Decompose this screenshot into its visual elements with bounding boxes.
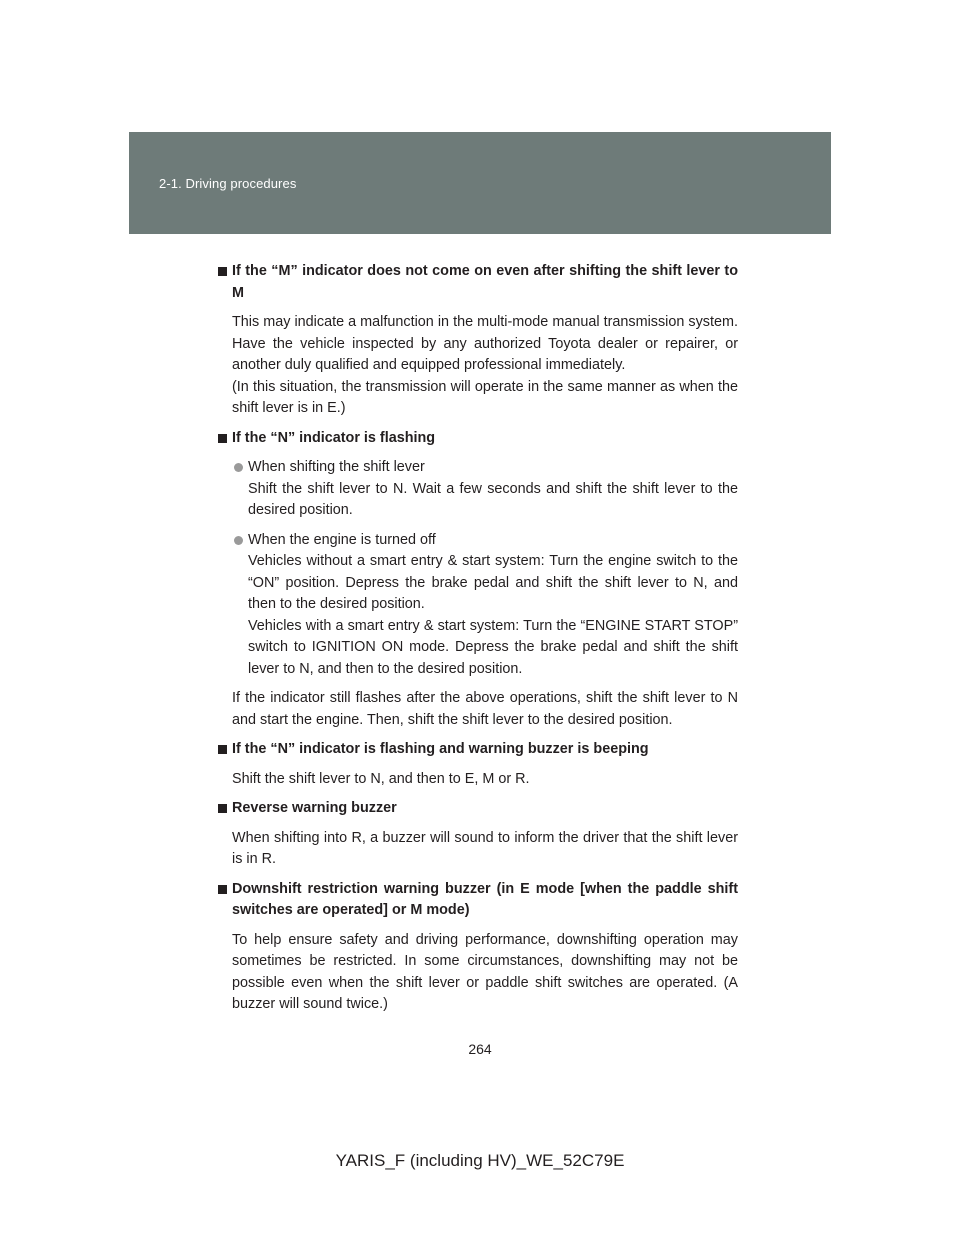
square-bullet-icon (218, 885, 227, 894)
section-heading (218, 428, 738, 450)
paragraph: This may indicate a malfunction in the multi-mode manual transmission system. Have the vehicle inspected by any authorized Toyota dealer or repairer, or another duly qualified and equipped professional immediately. (232, 314, 738, 373)
section-n-flashing-buzzer (218, 739, 738, 790)
heading-text: Downshift restriction warning buzzer (in E mode [when the paddle shift switches are operated] or M mode) (232, 880, 738, 918)
section-heading (218, 739, 738, 761)
circle-bullet-icon (234, 536, 243, 545)
heading-text: If the “M” indicator does not come on even after shifting the shift lever to M (232, 263, 738, 301)
section-m-indicator (218, 261, 738, 420)
heading-text: Reverse warning buzzer (232, 800, 397, 816)
bullet-text: Shift the shift lever to N. Wait a few seconds and shift the shift lever to the desired position. (248, 480, 738, 518)
paragraph: Shift the shift lever to N, and then to E, M or R. (232, 770, 530, 787)
section-header-title: 2-1. Driving procedures (159, 176, 297, 191)
section-n-flashing (218, 428, 738, 732)
bullet-text: Vehicles with a smart entry & start system: Turn the “ENGINE START STOP” switch to IGNITION ON mode. Depress the brake pedal and shift the shift lever to N, and then to the desired position. (248, 617, 738, 677)
content-area (218, 261, 738, 1024)
circle-bullet-icon (234, 463, 243, 472)
bullet-item (218, 530, 738, 681)
section-heading (218, 798, 738, 820)
square-bullet-icon (218, 745, 227, 754)
section-heading (218, 261, 738, 304)
footer-document-code: YARIS_F (including HV)_WE_52C79E (335, 1151, 625, 1170)
square-bullet-icon (218, 267, 227, 276)
square-bullet-icon (218, 804, 227, 813)
section-downshift-buzzer (218, 879, 738, 1016)
bullet-heading: When the engine is turned off (248, 531, 436, 548)
paragraph: When shifting into R, a buzzer will sound to inform the driver that the shift lever is in R. (232, 829, 738, 867)
bullet-text: Vehicles without a smart entry & start system: Turn the engine switch to the “ON” position. Depress the brake pedal and shift the shift lever to N, and then to the desired position. (248, 553, 738, 612)
paragraph: To help ensure safety and driving performance, downshifting operation may sometimes be restricted. In some circumstances, downshifting may not be possible even when the shift lever or paddle shift switches are operated. (A buzzer will sound twice.) (232, 931, 738, 1012)
paragraph: (In this situation, the transmission will operate in the same manner as when the shift lever is in E.) (232, 378, 738, 416)
section-heading (218, 879, 738, 922)
bullet-item (218, 457, 738, 522)
heading-text: If the “N” indicator is flashing and warning buzzer is beeping (232, 741, 649, 757)
heading-text: If the “N” indicator is flashing (232, 429, 436, 446)
bullet-heading: When shifting the shift lever (248, 459, 425, 475)
page-number: 264 (468, 1041, 492, 1057)
square-bullet-icon (218, 434, 227, 443)
section-reverse-buzzer (218, 798, 738, 871)
paragraph: If the indicator still flashes after the above operations, shift the shift lever to N and start the engine. Then, shift the shift lever to the desired position. (232, 690, 738, 728)
